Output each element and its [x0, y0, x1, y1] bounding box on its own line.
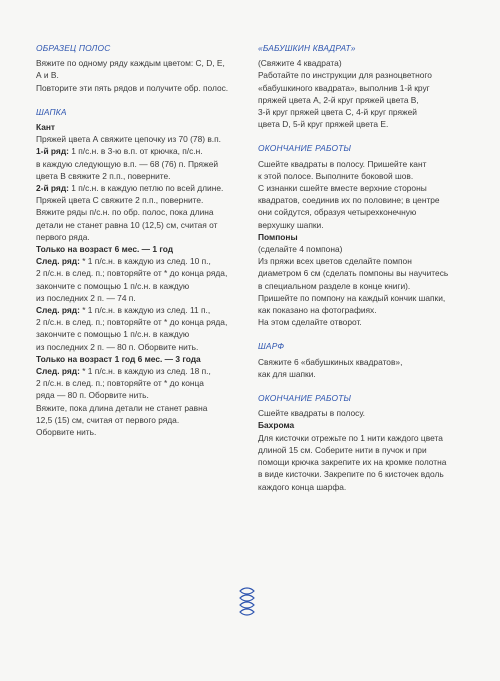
finishing-line: С изнанки сшейте вместе верхние стороны: [258, 183, 427, 194]
next2-line: из последних 2 п. — 80 п. Оборвите нить.: [36, 341, 199, 352]
stripe-line: Повторите эти пять рядов и получите обр. полос.: [36, 82, 229, 93]
pompons-line: Из пряжи всех цветов сделайте помпон: [258, 256, 412, 267]
next3-line: Вяжите, пока длина детали не станет равна: [36, 402, 208, 413]
next3-line: ряда — 80 п. Оборвите нить.: [36, 390, 149, 401]
finishing-line: к этой полосе. Выполните боковой шов.: [258, 170, 414, 181]
next1-line: закончите с помощью 1 п/с.н. в каждую: [36, 280, 190, 291]
finishing-line: квадратов, соединив их по половине; в центре: [258, 195, 440, 206]
next3-label: След. ряд:: [36, 366, 80, 377]
pompons-subheading: Помпоны: [258, 231, 298, 242]
granny-line: «бабушкиного квадрата», выполнив 1-й круг: [258, 82, 430, 93]
next3-line: 12,5 (15) см, считая от первого ряда.: [36, 414, 180, 425]
granny-line: цвета D, 5-й круг пряжей цвета Е.: [258, 119, 389, 130]
next1-text: * 1 п/с.н. в каждую из след. 10 п.,: [79, 256, 211, 267]
pompons-line: в специальном разделе в конце книги).: [258, 280, 411, 291]
kant-subheading: Кант: [36, 122, 56, 133]
next2-text: * 1 п/с.н. в каждую из след. 11 п.,: [79, 305, 211, 316]
row1-line: [36, 145, 236, 157]
age2-label: Только на возраст 1 год 6 мес. — 3 года: [36, 353, 201, 364]
fringe-line: Для кисточки отрежьте по 1 нити каждого цвета: [258, 432, 443, 443]
finishing2-line: Сшейте квадраты в полосу.: [258, 408, 365, 419]
next3-line: Оборвите нить.: [36, 427, 97, 438]
fringe-line: длиной 15 см. Соберите нити в пучок и при: [258, 444, 427, 455]
fringe-line: в виде кисточки. Закрепите по 6 кисточек вдоль: [258, 469, 444, 480]
hat-section: [36, 106, 236, 438]
hat-heading: ШАПКА: [36, 106, 67, 117]
pompons-line: диаметром 6 см (сделать помпоны вы научитесь: [258, 268, 449, 279]
hat-intro-line: Пряжей цвета А свяжите цепочку из 70 (78) в.п.: [36, 134, 221, 145]
pompons-line: На этом сделайте отворот.: [258, 317, 362, 328]
granny-line: (Свяжите 4 квадрата): [258, 58, 342, 69]
row1-label: 1-й ряд:: [36, 146, 69, 157]
scarf-line: как для шапки.: [258, 368, 316, 379]
row2-line: первого ряда.: [36, 231, 90, 242]
scarf-line: Свяжите 6 «бабушкиных квадратов»,: [258, 356, 403, 367]
granny-heading: «БАБУШКИН КВАДРАТ»: [258, 43, 356, 53]
stripe-line: Вяжите по одному ряду каждым цветом: С, D, E,: [36, 58, 225, 69]
next1-line: [36, 255, 236, 267]
stripe-sample-section: [36, 42, 236, 94]
pompons-line: как показано на фотографиях.: [258, 305, 377, 316]
row2-label: 2-й ряд:: [36, 183, 69, 194]
fringe-line: каждого конца шарфа.: [258, 481, 347, 492]
next2-line: закончите с помощью 1 п/с.н. в каждую: [36, 329, 190, 340]
scarf-heading: ШАРФ: [258, 341, 285, 352]
row2-line: Пряжей цвета С свяжите 2 п.п., поверните.: [36, 195, 204, 206]
granny-line: пряжей цвета А, 2-й круг пряжей цвета В,: [258, 94, 419, 105]
next2-line: 2 п/с.н. в след. п.; повторяйте от * до конца ряда,: [36, 317, 228, 328]
age1-label: Только на возраст 6 мес. — 1 год: [36, 244, 174, 255]
granny-line: 3-й круг пряжей цвета С, 4-й круг пряжей: [258, 107, 417, 118]
finishing-line: Сшейте квадраты в полосу. Пришейте кант: [258, 158, 427, 169]
left-column: [36, 42, 236, 450]
fringe-subheading: Бахрома: [258, 420, 295, 431]
spiral-ornament-icon: [236, 586, 258, 616]
fringe-line: помощи крючка закрепите их на кромке полотна: [258, 457, 447, 468]
finishing-line: они сойдутся, образуя четырехконечную: [258, 207, 417, 218]
finishing2-heading: ОКОНЧАНИЕ РАБОТЫ: [258, 393, 352, 404]
finishing-heading: ОКОНЧАНИЕ РАБОТЫ: [258, 143, 352, 154]
next2-label: След. ряд:: [36, 305, 80, 316]
pompons-line: Пришейте по помпону на каждый кончик шапки,: [258, 292, 446, 303]
row1-line: в каждую следующую в.п. — 68 (76) п. Пряжей: [36, 158, 219, 169]
pompons-line: (сделайте 4 помпона): [258, 244, 343, 255]
next1-label: След. ряд:: [36, 256, 80, 267]
next2-line: [36, 304, 236, 316]
right-column: [258, 42, 458, 505]
row2-text: 1 п/с.н. в каждую петлю по всей длине.: [68, 183, 224, 194]
stripe-line: А и В.: [36, 70, 59, 81]
finishing2-section: [258, 392, 458, 493]
stripe-sample-heading: ОБРАЗЕЦ ПОЛОС: [36, 43, 111, 53]
finishing-section: [258, 142, 458, 328]
granny-section: [258, 42, 458, 130]
next1-line: 2 п/с.н. в след. п.; повторяйте от * до конца ряда,: [36, 268, 228, 279]
row1-text: 1 п/с.н. в 3-ю в.п. от крючка, п/с.н.: [68, 146, 203, 157]
finishing-line: верхушку шапки.: [258, 219, 324, 230]
next3-line: [36, 365, 236, 377]
next3-line: 2 п/с.н. в след. п.; повторяйте от * до конца: [36, 378, 204, 389]
row2-line: детали не станет равна 10 (12,5) см, считая от: [36, 219, 218, 230]
row2-line: [36, 182, 236, 194]
row2-line: Вяжите ряды п/с.н. по обр. полос, пока длина: [36, 207, 214, 218]
row1-line: цвета В свяжите 2 п.п., поверните.: [36, 170, 171, 181]
granny-line: Работайте по инструкции для разноцветного: [258, 70, 432, 81]
next3-text: * 1 п/с.н. в каждую из след. 18 п.,: [79, 366, 211, 377]
scarf-section: [258, 340, 458, 380]
next1-line: из последних 2 п. — 74 п.: [36, 292, 136, 303]
